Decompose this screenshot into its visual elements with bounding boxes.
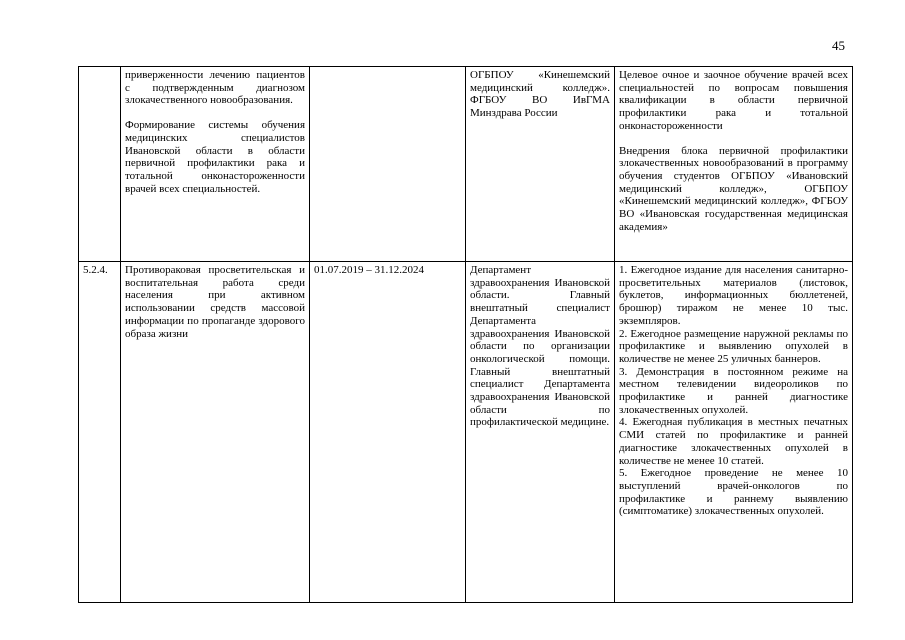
measures-table: [78, 66, 853, 603]
table-row: [79, 262, 853, 603]
result-item: 2. Ежегодное размещение наружной рекламы по профилактике и выявлению опухолей в количестве не менее 25 уличных баннеров.: [619, 327, 848, 365]
result-item: 5. Ежегодное проведение не менее 10 выступлений врачей-онкологов по профилактике и раннему выявлению (симптоматике) злокачественных опухолей.: [619, 467, 848, 518]
result-paragraph: Целевое очное и заочное обучение врачей всех специальностей по вопросам повышения квалификации в области первичной профилактики рака и тотальной онконастороженности: [619, 69, 848, 132]
result-item: 4. Ежегодная публикация в местных печатных СМИ статей по профилактике и ранней диагностике злокачественных опухолей в количестве не менее 10 статей.: [619, 416, 848, 467]
measure-paragraph: Противораковая просветительская и воспитательная работа среди населения при активном использовании средств массовой информации по пропаганде здорового образа жизни: [125, 264, 305, 340]
measure-paragraph: приверженности лечению пациентов с подтвержденным диагнозом злокачественного новообразования.: [125, 69, 305, 107]
responsible-cell: Департамент здравоохранения Ивановской области. Главный внештатный специалист Департамента здравоохранения Ивановской области по организации онкологической помощи. Главный внештатный специалист Департамента здравоохранения Ивановской области по профилактической медицине.: [466, 262, 615, 603]
result-paragraph: Внедрения блока первичной профилактики злокачественных новообразований в программу обучения студентов ОГБПОУ «Ивановский медицинский колледж», ОГБПОУ «Кинешемский медицинский колледж», ФГБОУ ВО «Ивановская государственная медицинская академия»: [619, 144, 848, 233]
result-item: 1. Ежегодное издание для населения санитарно-просветительных материалов (листовок, буклетов, информационных бюллетеней, брошюр) тиражом не менее 10 тыс. экземпляров.: [619, 264, 848, 327]
table-row: [79, 67, 853, 262]
measure-cell: [121, 262, 310, 603]
period-cell: [310, 67, 466, 262]
result-cell: [615, 262, 853, 603]
responsible-cell: ОГБПОУ «Кинешемский медицинский колледж». ФГБОУ ВО ИвГМА Минздрава России: [466, 67, 615, 262]
page-number: 45: [832, 38, 845, 53]
measure-cell: [121, 67, 310, 262]
result-item: 3. Демонстрация в постоянном режиме на местном телевидении видеороликов по профилактике и ранней диагностике злокачественных опухолей.: [619, 365, 848, 416]
row-number-cell: 5.2.4.: [79, 262, 121, 603]
measure-paragraph: Формирование системы обучения медицинских специалистов Ивановской области в области первичной профилактики рака и тотальной онконастороженности врачей всех специальностей.: [125, 119, 305, 195]
row-number-cell: [79, 67, 121, 262]
result-cell: [615, 67, 853, 262]
period-cell: 01.07.2019 – 31.12.2024: [310, 262, 466, 603]
